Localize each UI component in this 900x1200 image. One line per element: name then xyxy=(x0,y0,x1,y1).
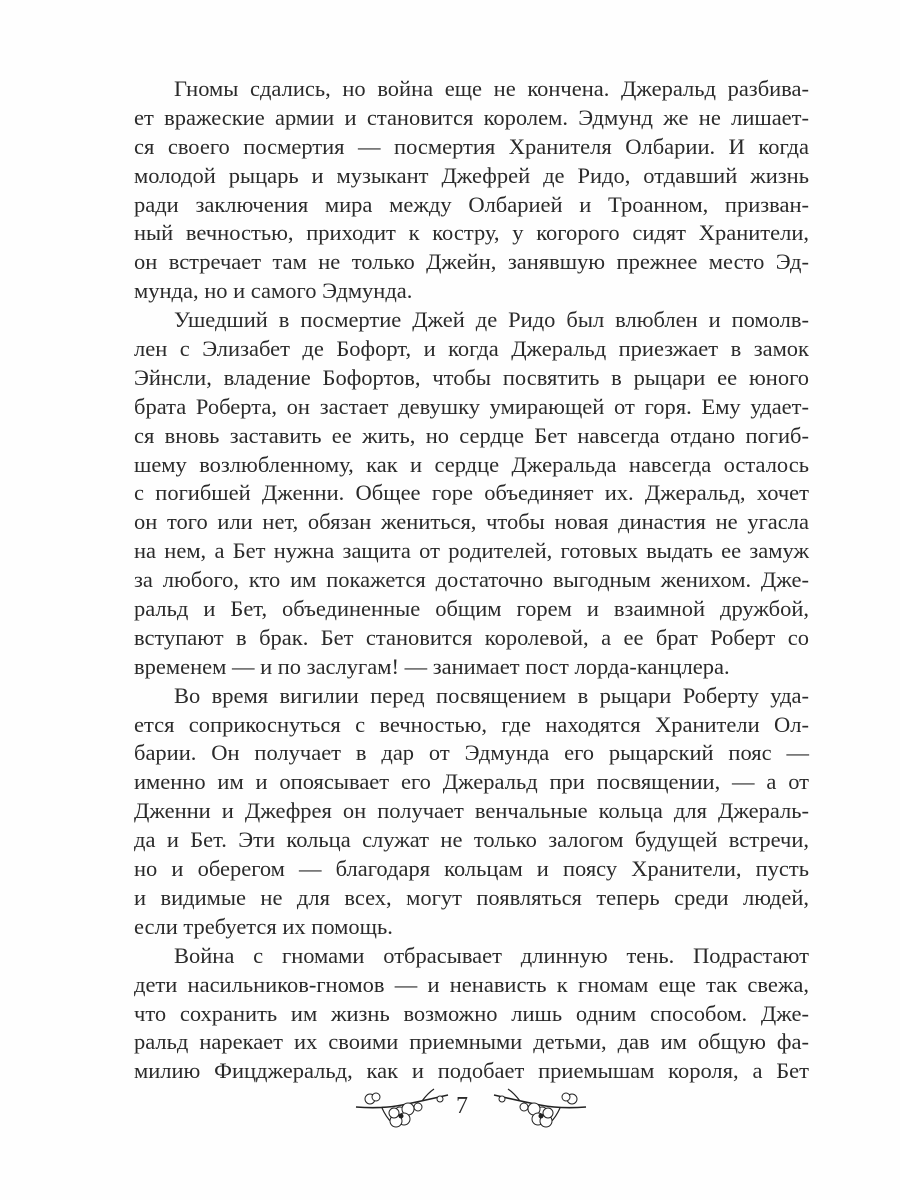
text-line: если требуется их помощь. xyxy=(134,913,393,939)
text-line: ный вечностью, приходит к костру, у когорого сидят Хранители, xyxy=(134,220,809,246)
text-line: Гномы сдались, но война еще не кончена. Джеральд разбива- xyxy=(174,76,809,101)
text-line: да и Бет. Эти кольца служат не только залогом будущей встречи, xyxy=(134,827,809,853)
text-line: ральд нарекает их своими приемными детьми, дав им общую фа- xyxy=(134,1029,809,1055)
body-text xyxy=(134,75,809,1086)
text-line: именно им и опоясывает его Джеральд при посвящении, — а от xyxy=(134,769,809,795)
text-line: Ушедший в посмертие Джей де Ридо был влюблен и помолв- xyxy=(174,307,809,333)
text-line: на нем, а Бет нужна защита от родителей, готовых выдать ее замуж xyxy=(134,538,809,564)
text-line: ется соприкоснуться с вечностью, где находятся Хранители Ол- xyxy=(134,711,809,737)
text-line: дети насильников-гномов — и ненависть к гномам еще так свежа, xyxy=(134,971,809,997)
text-line: Эйнсли, владение Бофортов, чтобы посвятить в рыцари ее юного xyxy=(134,364,809,390)
text-line: ради заключения мира между Олбарией и Троанном, призван- xyxy=(134,191,809,217)
text-line: брата Роберта, он застает девушку умирающей от горя. Ему удает- xyxy=(134,393,809,419)
floral-ornament-right-icon xyxy=(490,1085,590,1135)
text-line: лен с Элизабет де Бофорт, и когда Джеральд приезжает в замок xyxy=(134,336,809,362)
paragraph xyxy=(134,682,809,942)
text-line: барии. Он получает в дар от Эдмунда его рыцарский пояс — xyxy=(134,740,809,766)
text-line: временем — и по заслугам! — занимает пост лорда-канцлера. xyxy=(134,653,730,679)
text-line: мунда, но и самого Эдмунда. xyxy=(134,278,413,304)
text-line: за любого, кто им покажется достаточно выгодным женихом. Дже- xyxy=(134,567,809,593)
floral-ornament-left-icon xyxy=(352,1085,452,1135)
paragraph xyxy=(134,75,809,306)
text-line: с погибшей Дженни. Общее горе объединяет их. Джеральд, хочет xyxy=(134,480,809,506)
paragraph xyxy=(134,306,809,682)
text-line: он встречает там не только Джейн, занявшую прежнее место Эд- xyxy=(134,249,809,275)
text-line: и видимые не для всех, могут появляться теперь среди людей, xyxy=(134,884,809,910)
text-line: что сохранить им жизнь возможно лишь одним способом. Дже- xyxy=(134,1000,809,1026)
text-line: шему возлюбленному, как и сердце Джеральда навсегда осталось xyxy=(134,451,809,477)
text-line: вступают в брак. Бет становится королевой, а ее брат Роберт со xyxy=(134,624,809,650)
text-line: ет вражеские армии и становится королем. Эдмунд же не лишает- xyxy=(134,104,809,130)
text-line: ся своего посмертия — посмертия Хранителя Олбарии. И когда xyxy=(134,133,809,159)
text-line: ся вновь заставить ее жить, но сердце Бет навсегда отдано погиб- xyxy=(134,422,809,448)
page-number: 7 xyxy=(456,1093,468,1119)
text-line: он того или нет, обязан жениться, чтобы новая династия не угасла xyxy=(134,509,809,535)
text-line: ральд и Бет, объединенные общим горем и взаимной дружбой, xyxy=(134,596,809,622)
text-line: молодой рыцарь и музыкант Джефрей де Ридо, отдавший жизнь xyxy=(134,162,809,188)
text-line: но и оберегом — благодаря кольцам и поясу Хранители, пусть xyxy=(134,856,809,882)
text-line: Дженни и Джефрея он получает венчальные кольца для Джераль- xyxy=(134,798,809,824)
text-line: Во время вигилии перед посвящением в рыцари Роберту уда- xyxy=(174,682,809,708)
page-footer xyxy=(0,1085,900,1135)
paragraph xyxy=(134,942,809,1086)
text-line: милию Фицджеральд, как и подобает приемышам короля, а Бет xyxy=(134,1058,809,1084)
text-line: Война с гномами отбрасывает длинную тень. Подрастают xyxy=(174,942,809,968)
